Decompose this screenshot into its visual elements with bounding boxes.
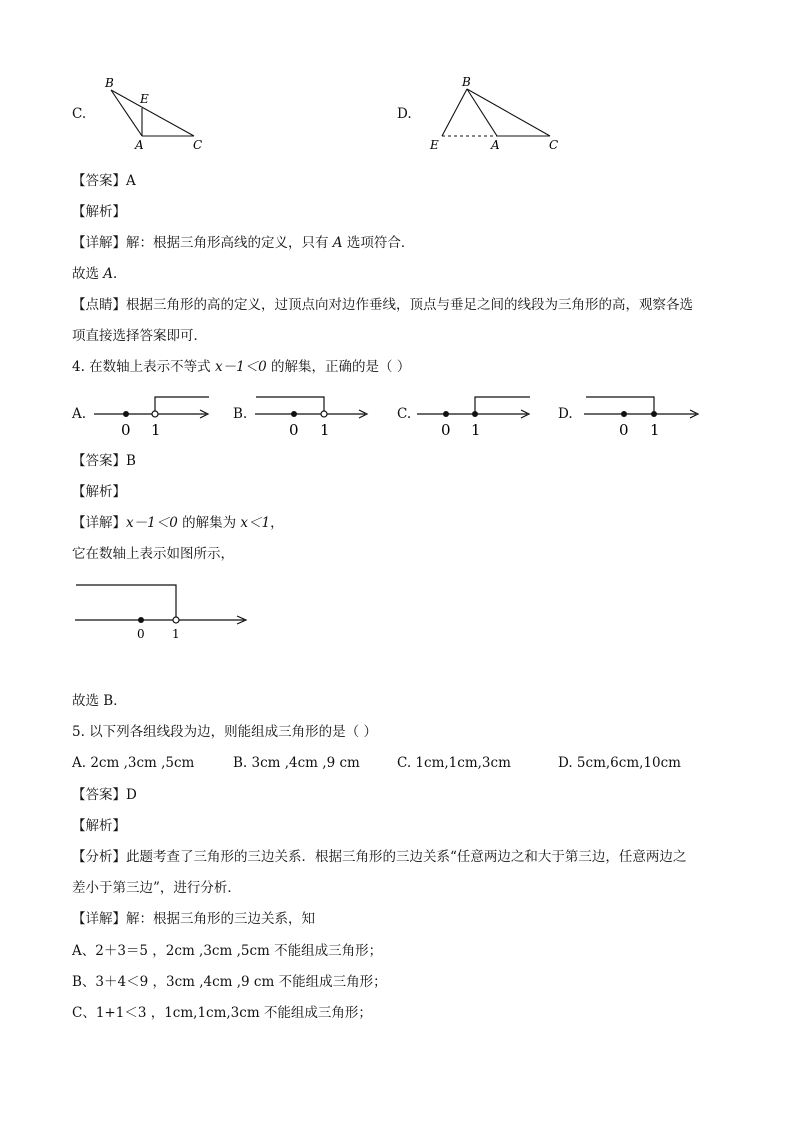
q4-analysis-heading: 【解析】 [72,484,126,500]
q4-option-b-label: B. [233,406,248,422]
q4-stem-prefix: 4. 在数轴上表示不等式 [72,359,215,375]
q5-line-a: A、2＋3＝5 ，2cm ,3cm ,5cm 不能组成三角形； [72,943,383,959]
q4-stem-expr: x－1＜0 [214,359,267,375]
q4-detail [72,514,284,532]
q3-detail-prefix: 【详解】解：根据三角形高线的定义，只有 [72,235,333,251]
q4-option-a-number-line [92,392,214,440]
q4-option-a-label: A. [72,406,87,422]
q3-point-line1: 【点睛】根据三角形的高的定义，过顶点向对边作垂线，顶点与垂足之间的线段为三角形的高，观察各选 [72,297,693,313]
vertex-c-label: C [549,138,559,152]
q5-option-b: B. 3cm ,4cm ,9 cm [233,755,360,771]
zero-label: 0 [121,421,131,439]
one-label: 1 [471,421,481,439]
vertex-b-label: B [462,75,471,89]
zero-label: 0 [289,421,299,439]
q5-detail: 【详解】解：根据三角形的三边关系，知 [72,911,315,927]
one-label: 1 [172,627,180,641]
q3-choose-suffix: ． [113,266,127,282]
q5-stem: 5. 以下列各组线段为边，则能组成三角形的是（ ） [72,724,377,740]
q3-detail [72,234,414,252]
q3-detail-var: A [332,235,343,251]
vertex-a-label: A [135,138,144,152]
q5-line-b: B、3＋4＜9 ，3cm ,4cm ,9 cm 不能组成三角形； [72,974,387,990]
q5-fenxi-line2: 差小于第三边”，进行分析． [72,880,241,896]
q3-choose [72,265,127,283]
vertex-b-label: B [105,76,114,90]
q4-solution-number-line [72,578,254,644]
q5-analysis-heading: 【解析】 [72,818,126,834]
q4-detail-end: ， [270,515,284,531]
triangle-figure-c [100,72,210,154]
q3-answer: 【答案】A [72,173,136,189]
q3-choose-var: A [103,266,114,282]
vertex-c-label: C [193,138,203,152]
one-label: 1 [650,421,660,439]
q4-option-c-number-line [415,392,537,440]
q5-answer: 【答案】D [72,787,137,803]
q4-detail-prefix: 【详解】 [72,515,126,531]
q4-option-c-label: C. [397,406,412,422]
q5-option-a: A. 2cm ,3cm ,5cm [72,755,195,771]
q5-fenxi-line1: 【分析】此题考查了三角形的三边关系．根据三角形的三边关系“任意两边之和大于第三边，任意两边之 [72,849,687,865]
q4-stem-suffix: 的解集，正确的是（ ） [266,359,411,375]
q4-option-d-label: D. [558,406,573,422]
vertex-e-label: E [140,92,149,106]
one-label: 1 [151,421,161,439]
zero-label: 0 [441,421,451,439]
zero-label: 0 [619,421,629,439]
q4-option-d-number-line [582,392,706,440]
q4-detail-expr1: x－1＜0 [126,515,178,531]
q4-answer: 【答案】B [72,453,136,469]
q4-choose: 故选 B． [72,693,127,709]
q5-option-d: D. 5cm,6cm,10cm [558,755,681,771]
option-d-label: D. [397,106,412,122]
vertex-a-label: A [491,138,500,152]
one-label: 1 [320,421,330,439]
q4-option-b-number-line [253,392,373,440]
q3-analysis-heading: 【解析】 [72,204,126,220]
option-c-label: C. [72,106,87,122]
vertex-e-label: E [430,138,439,152]
q4-stem [72,358,410,376]
q3-choose-prefix: 故选 [72,266,104,282]
q3-detail-suffix: 选项符合． [342,235,415,251]
triangle-figure-d [425,72,565,154]
q4-detail-expr2: x＜1 [240,515,271,531]
zero-label: 0 [137,627,145,641]
q4-detail-mid: 的解集为 [177,515,241,531]
q5-line-c: C、1+1＜3 ，1cm,1cm,3cm 不能组成三角形； [72,1005,372,1021]
q4-shown-text: 它在数轴上表示如图所示， [72,546,234,562]
q5-option-c: C. 1cm,1cm,3cm [397,755,511,771]
q3-point-line2: 项直接选择答案即可． [72,328,207,344]
